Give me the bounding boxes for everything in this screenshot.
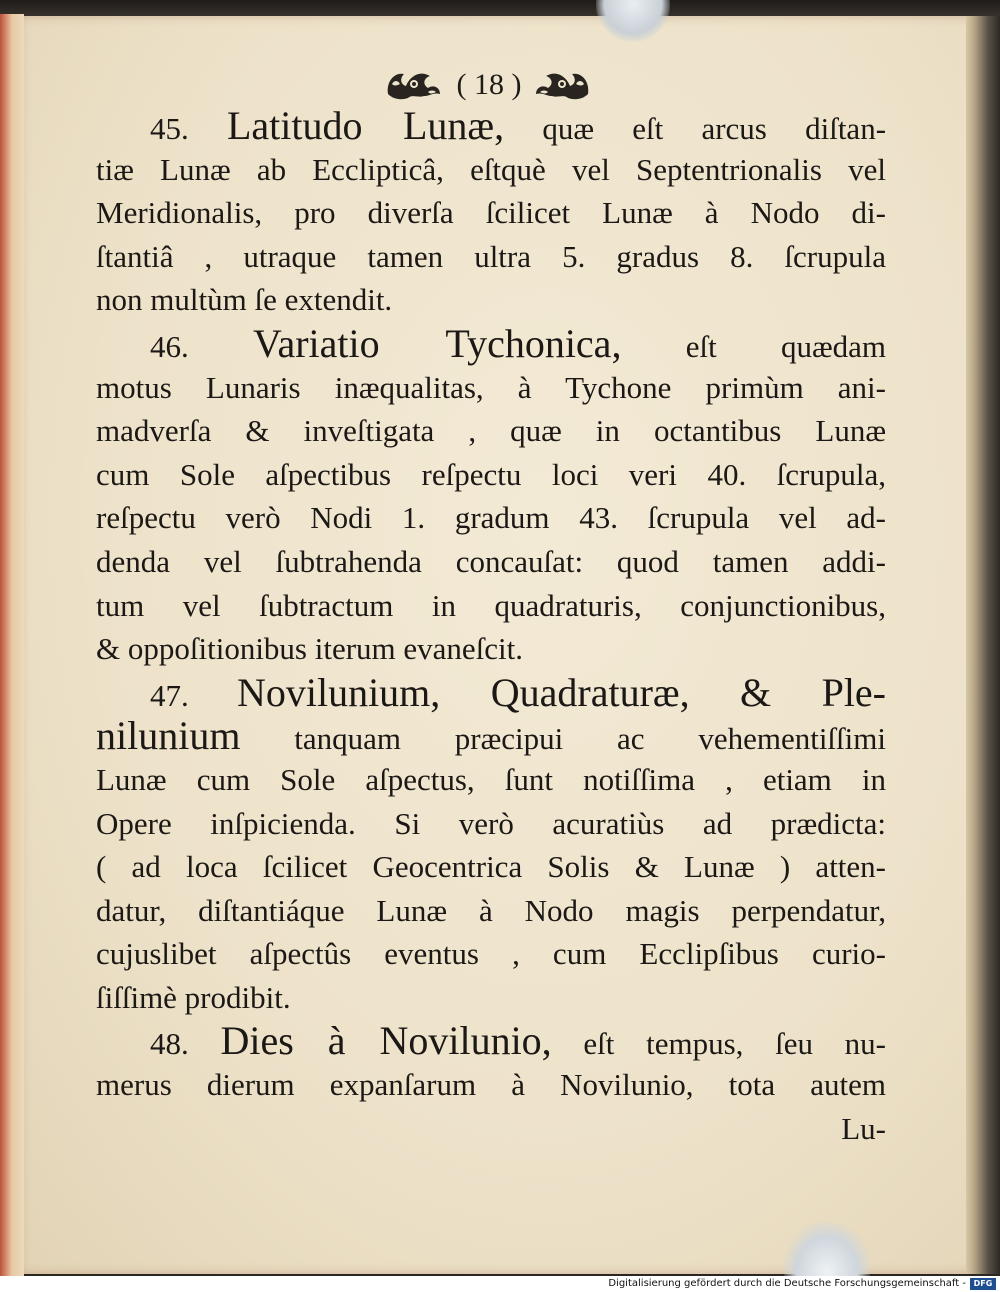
book-gutter bbox=[966, 16, 1000, 1274]
defined-term: nilunium bbox=[96, 714, 241, 758]
text-line: Opere inſpicienda. Si verò acuratiùs ad prædicta: bbox=[96, 805, 886, 841]
digitization-credit: Digitalisierung gefördert durch die Deutsche Forschungsgemeinschaft - bbox=[608, 1278, 966, 1289]
text-line: 48. Dies à Novilunio, eſt tempus, ſeu nu- bbox=[150, 1019, 886, 1064]
text-line: motus Lunaris inæqualitas, à Tychone primùm ani- bbox=[96, 369, 886, 405]
text-line: merus dierum expanſarum à Novilunio, tota autem bbox=[96, 1067, 886, 1103]
text-line: ( ad loca ſcilicet Geocentrica Solis & Lunæ ) atten- bbox=[96, 849, 886, 885]
text-line: Meridionalis, pro diverſa ſcilicet Lunæ à Nodo di- bbox=[96, 195, 886, 231]
text-line: nilunium tanquam præcipui ac vehementiſſimi bbox=[96, 714, 886, 758]
text-line: cujuslibet aſpectûs eventus , cum Ecclipſibus curio- bbox=[96, 936, 886, 972]
text-line: denda vel ſubtrahenda concauſat: quod tamen addi- bbox=[96, 543, 886, 579]
text-line: reſpectu verò Nodi 1. gradum 43. ſcrupula vel ad- bbox=[96, 500, 886, 536]
text-line: madverſa & inveſtigata , quæ in octantibus Lunæ bbox=[96, 413, 886, 449]
text-line: datur, diſtantiáque Lunæ à Nodo magis perpendatur, bbox=[96, 892, 886, 928]
text-line: 46. Variatio Tychonica, eſt quædam bbox=[150, 321, 886, 366]
dfg-logo: DFG bbox=[970, 1278, 996, 1290]
catchword: Lu- bbox=[841, 1110, 886, 1146]
defined-term: Novilunium, Quadraturæ, & Ple- bbox=[236, 670, 886, 715]
text-line bbox=[96, 671, 886, 715]
text-line: 45. Latitudo Lunæ, quæ eſt arcus diſtan- bbox=[150, 104, 886, 148]
text-line: non multùm ſe extendit. bbox=[96, 282, 393, 318]
defined-term: Variatio Tychonica, bbox=[253, 321, 622, 366]
page-edge bbox=[0, 14, 24, 1276]
defined-term: Dies à Novilunio, bbox=[220, 1019, 552, 1064]
floral-ornament-icon bbox=[384, 64, 444, 104]
page-number: ( 18 ) bbox=[456, 68, 522, 101]
paragraph-number: 45. bbox=[150, 111, 189, 146]
defined-term: Latitudo Lunæ, bbox=[226, 104, 505, 148]
running-head bbox=[384, 62, 594, 108]
text-line: ſiſſimè prodibit. bbox=[96, 979, 291, 1015]
text-line: ſtantiâ , utraque tamen ultra 5. gradus 8. ſcrupula bbox=[96, 238, 886, 274]
text-line: Lunæ cum Sole aſpectus, ſunt notiſſima , etiam in bbox=[96, 761, 886, 797]
paragraph-number: 47. bbox=[150, 677, 189, 713]
text-line: tum vel ſubtractum in quadraturis, conjunctionibus, bbox=[96, 587, 886, 623]
text-line: & oppoſitionibus iterum evaneſcit. bbox=[96, 631, 524, 667]
floral-ornament-icon bbox=[532, 64, 592, 104]
text-line: tiæ Lunæ ab Ecclipticâ, eſtquè vel Septentrionalis vel bbox=[96, 151, 886, 187]
text-line: cum Sole aſpectibus reſpectu loci veri 40. ſcrupula, bbox=[96, 456, 886, 492]
paragraph-number: 48. bbox=[150, 1026, 189, 1062]
paragraph-number: 46. bbox=[150, 328, 189, 364]
body-text bbox=[96, 104, 886, 1150]
